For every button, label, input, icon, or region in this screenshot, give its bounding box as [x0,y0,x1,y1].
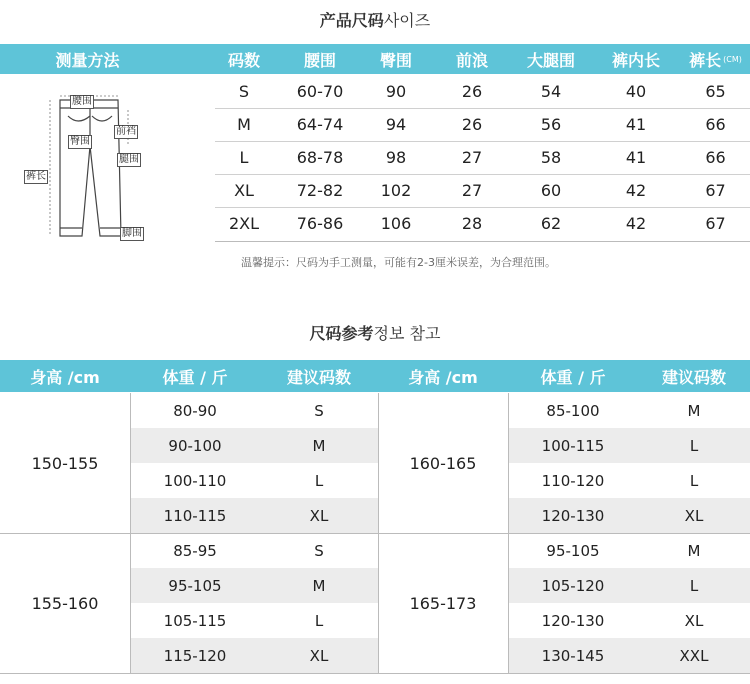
size-cell-hip: 98 [385,148,407,167]
size-cell-thigh: 56 [540,115,562,134]
ref-weight-cell: 110-120 [541,471,605,490]
size-cell-waist: 76-86 [296,214,344,233]
ref-weight-cell: 120-130 [541,506,605,525]
ref-size-cell: L [314,611,324,630]
ref-weight-cell: 105-120 [541,576,605,595]
size-cell-length: 67 [705,181,726,200]
ref-weight-cell: 95-105 [168,576,222,595]
measurement-note: 温馨提示：尺码为手工测量，可能有2-3厘米误差，为合理范围。 [241,256,556,269]
size-cell-size: M [237,115,251,134]
ref-weight-cell: 85-95 [173,541,217,560]
ref-weight-cell: 130-145 [541,646,605,665]
diagram-length-label: 裤长 [26,171,46,182]
size-cell-hip: 106 [380,214,412,233]
size-cell-hip: 90 [385,82,407,101]
size-cell-rise: 27 [461,181,483,200]
ref-size-header-right: 建议码数 [661,367,726,387]
size-cell-hip: 102 [380,181,412,200]
size-chart-title-korean: 사이즈 [383,11,431,30]
size-cell-length: 66 [705,115,726,134]
size-cell-rise: 26 [461,115,483,134]
size-cell-length: 66 [705,148,726,167]
ref-height-cell: 160-165 [409,453,477,473]
size-chart-title [0,8,750,31]
col-rise-header: 前浪 [455,50,488,70]
size-cell-rise: 26 [461,82,483,101]
ref-height-header-right: 身高 /cm [408,367,478,387]
size-table-bottom-rule [215,241,750,242]
size-cell-size: S [238,82,250,101]
diagram-waist-label: 腰围 [72,96,92,107]
ref-weight-cell: 110-115 [163,506,227,525]
size-cell-inseam: 41 [625,148,647,167]
ref-size-cell: L [314,471,324,490]
col-inseam-header: 裤内长 [611,50,660,70]
size-cell-length: 67 [705,214,726,233]
reference-table-header [0,360,750,392]
ref-weight-header-right: 体重 / 斤 [540,367,606,387]
ref-height-cell: 165-173 [409,593,477,613]
ref-size-cell: XL [684,611,704,630]
size-cell-rise: 27 [461,148,483,167]
ref-weight-cell: 100-110 [163,471,227,490]
ref-size-cell: S [314,401,324,420]
size-cell-hip: 94 [385,115,407,134]
ref-size-cell: S [314,541,324,560]
ref-weight-cell: 100-115 [541,436,605,455]
col-size-header: 码数 [227,50,260,70]
ref-height-cell: 150-155 [31,453,99,473]
col-length-unit: (CM) [723,54,742,64]
size-cell-inseam: 40 [625,82,647,101]
ref-size-cell: XL [684,506,704,525]
ref-weight-cell: 115-120 [163,646,227,665]
measure-method-header: 测量方法 [55,50,120,70]
size-cell-waist: 72-82 [296,181,344,200]
ref-size-cell: M [687,541,701,560]
size-cell-inseam: 42 [625,181,647,200]
size-reference-title-korean: 정보 참고 [373,324,441,343]
diagram-rise-label: 前裆 [116,126,136,137]
size-cell-waist: 68-78 [296,148,344,167]
ref-size-header-left: 建议码数 [286,367,351,387]
size-cell-size: XL [234,181,254,200]
ref-group-divider [0,533,750,534]
col-length-label: 裤长 [689,50,722,70]
ref-height-cell: 155-160 [31,593,99,613]
size-chart-title-bold: 产品尺码 [319,11,384,30]
ref-weight-cell: 80-90 [173,401,217,420]
size-cell-thigh: 60 [540,181,562,200]
ref-size-cell: XL [309,646,329,665]
size-cell-inseam: 41 [625,115,647,134]
col-length-header [681,44,750,74]
col-thigh-header: 大腿围 [526,50,575,70]
diagram-hip-label: 臀围 [70,136,90,147]
diagram-hem-label: 脚围 [122,228,142,239]
size-cell-thigh: 54 [540,82,562,101]
ref-size-cell: L [689,471,699,490]
ref-height-header-left: 身高 /cm [30,367,100,387]
size-reference-title-bold: 尺码参考 [309,324,374,343]
size-reference-title [0,321,750,344]
ref-weight-cell: 105-115 [163,611,227,630]
ref-size-cell: M [312,576,326,595]
diagram-thigh-label: 腿围 [119,154,139,165]
ref-size-cell: L [689,576,699,595]
col-waist-header: 腰围 [303,50,336,70]
ref-size-cell: L [689,436,699,455]
size-cell-thigh: 58 [540,148,562,167]
ref-size-cell: M [687,401,701,420]
ref-size-cell: M [312,436,326,455]
ref-table-bottom-rule [0,673,750,674]
size-cell-length: 65 [705,82,726,101]
size-table-header [0,44,750,74]
ref-weight-cell: 120-130 [541,611,605,630]
ref-size-cell: XL [309,506,329,525]
size-cell-waist: 60-70 [296,82,344,101]
ref-size-cell: XXL [679,646,709,665]
size-cell-size: 2XL [228,214,260,233]
ref-weight-cell: 90-100 [168,436,222,455]
col-hip-header: 臀围 [379,50,412,70]
size-cell-waist: 64-74 [296,115,344,134]
size-cell-thigh: 62 [540,214,562,233]
size-cell-size: L [239,148,249,167]
size-cell-inseam: 42 [625,214,647,233]
ref-weight-cell: 95-105 [546,541,600,560]
ref-weight-header-left: 体重 / 斤 [162,367,228,387]
size-cell-rise: 28 [461,214,483,233]
ref-weight-cell: 85-100 [546,401,600,420]
